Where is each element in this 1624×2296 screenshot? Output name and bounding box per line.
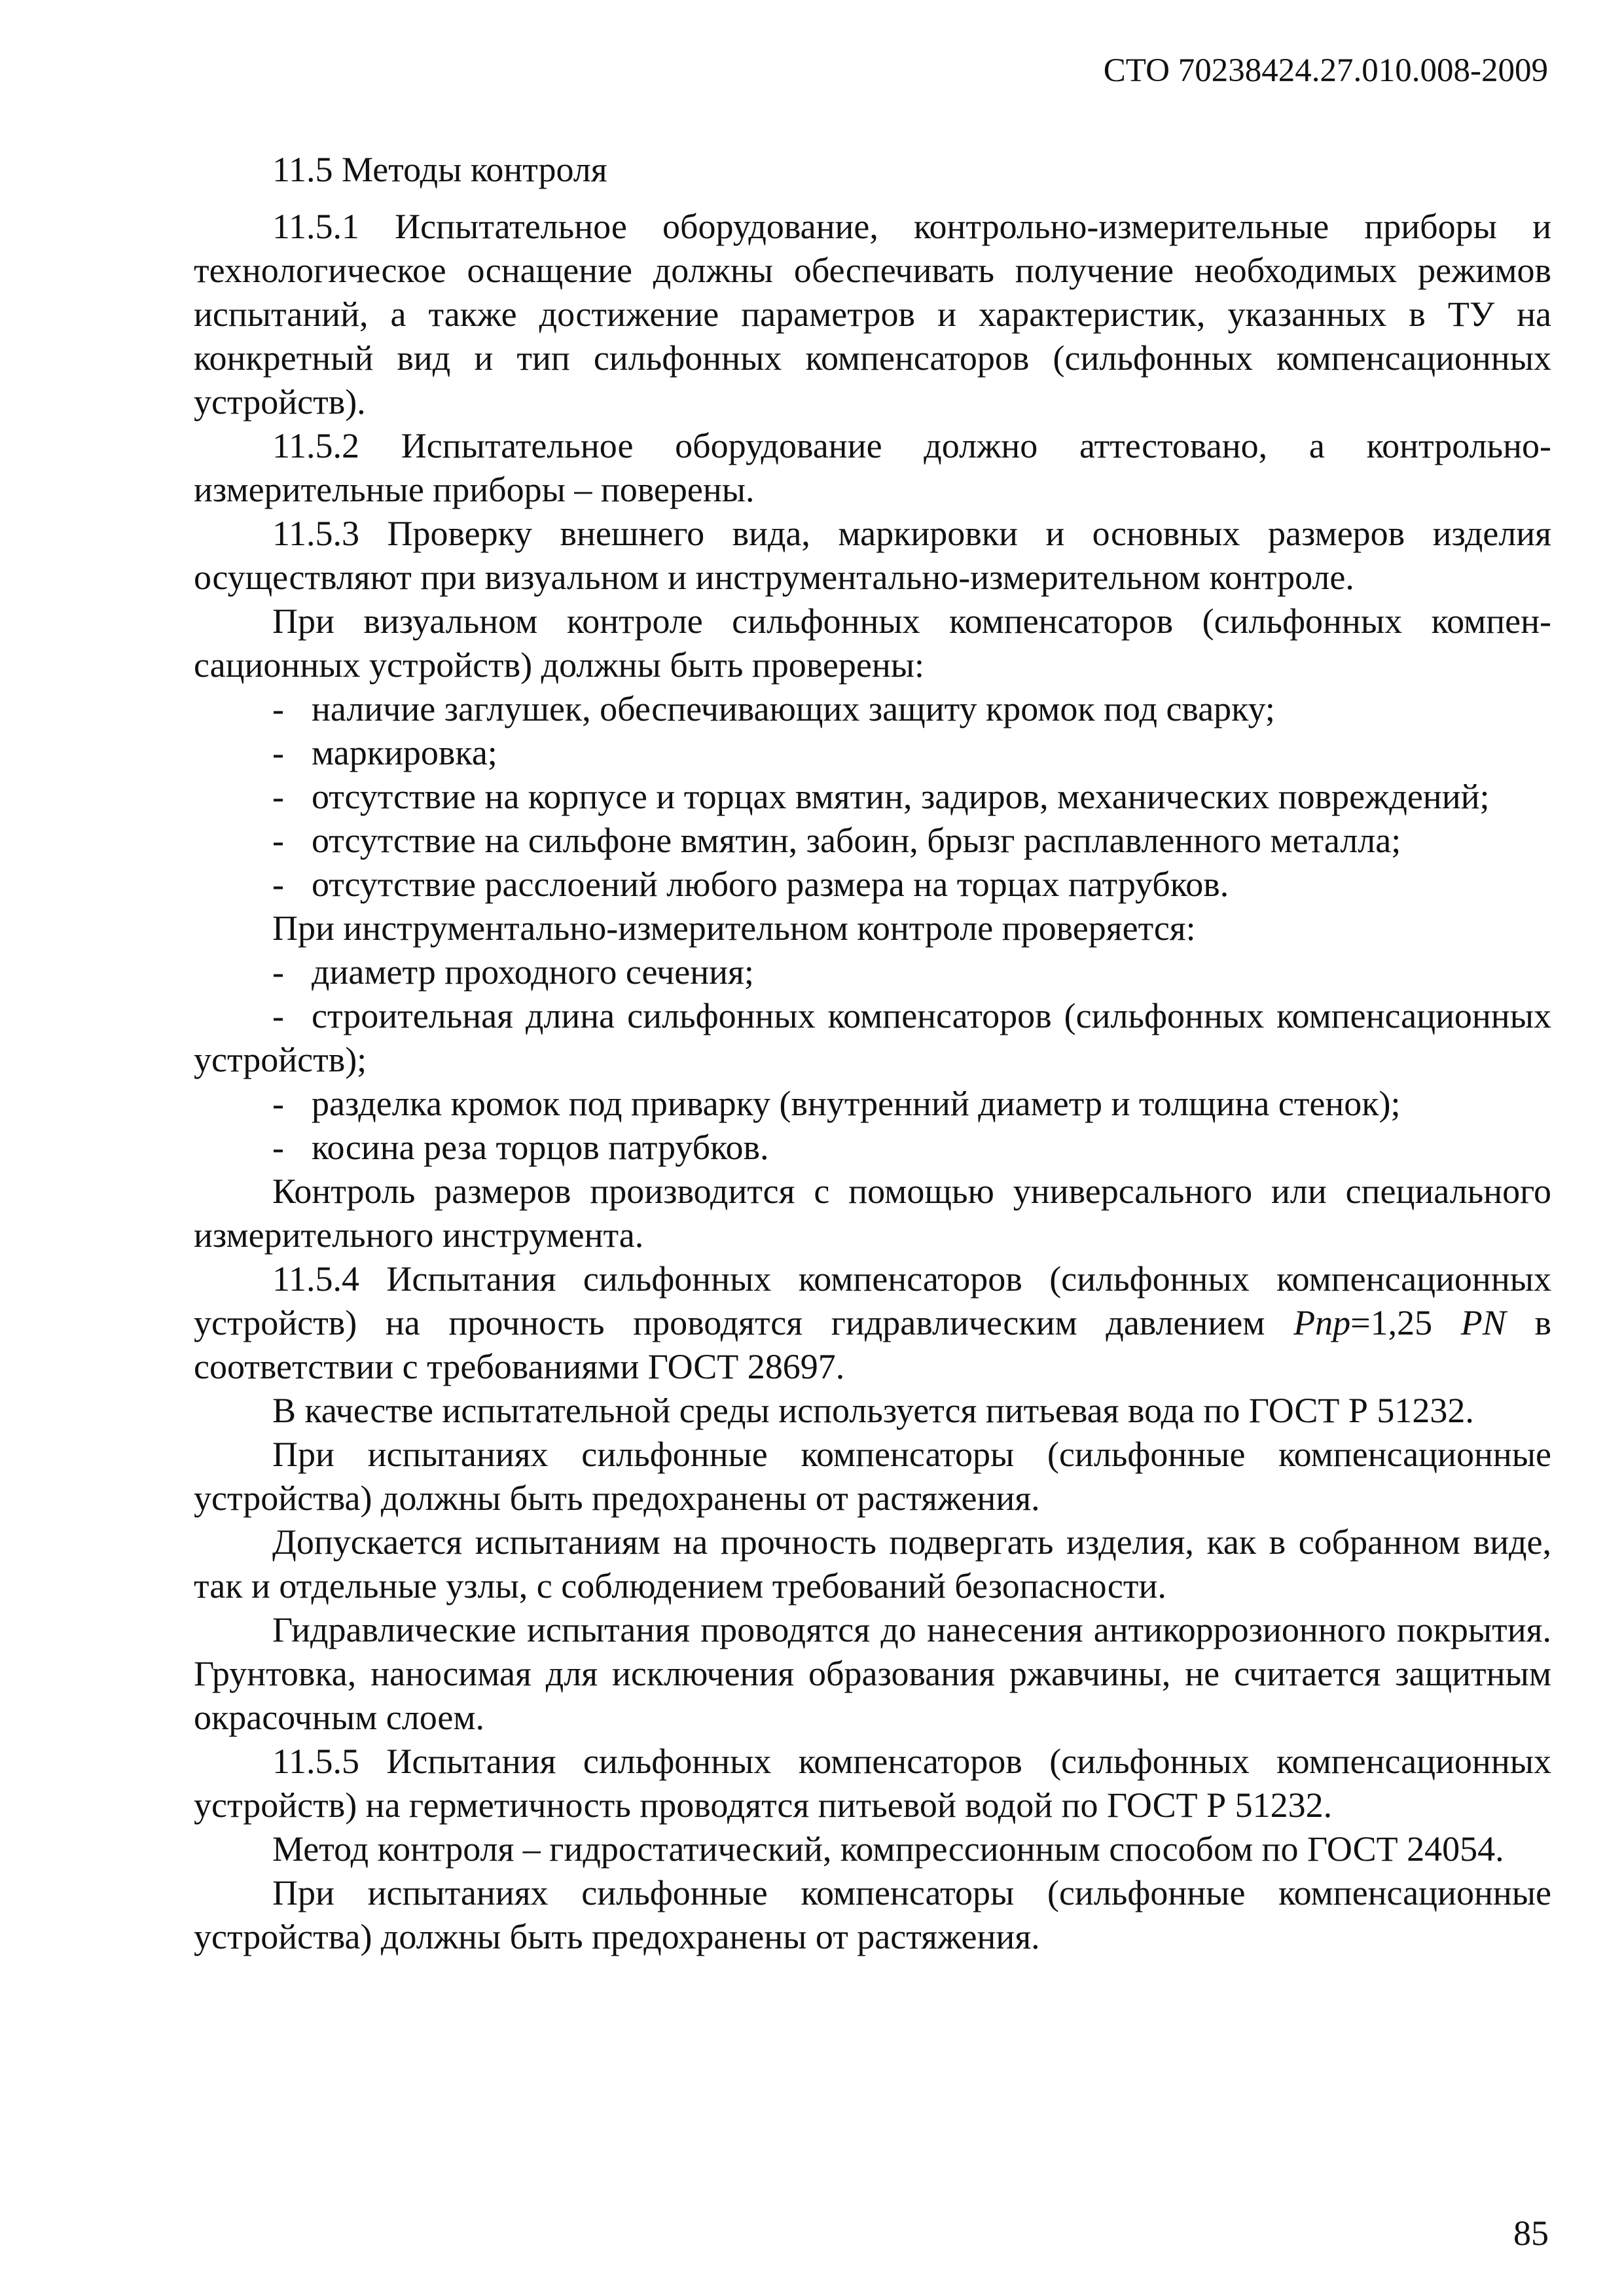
paragraph-11-5-4: 11.5.4 Испытания сильфонных компенсаторов (сильфонных компенсационных устройств) на прочность проводятся гидравлическим давлением Pnp=1,25 PN в соответствии с требованиями ГОСТ 28697. <box>194 1259 1551 1386</box>
control-method-paragraph: Метод контроля – гидростатический, компрессионным способом по ГОСТ 24054. <box>272 1829 1504 1869</box>
pnp-symbol: Pnp <box>1293 1303 1351 1342</box>
size-control-paragraph: Контроль размеров производится с помощью универсального или специального измерительного инструмента. <box>194 1172 1551 1255</box>
paragraph-11-5-3: 11.5.3 Проверку внешнего вида, маркировки и основных размеров изделия осуществляют при визуальном и инструментально-измерительном контроле. <box>194 514 1551 597</box>
list-item: - строительная длина сильфонных компенсаторов (сильфонных компенсационных устройств); <box>194 996 1551 1079</box>
list-item: - маркировка; <box>272 733 497 772</box>
stretch-protection-paragraph: При испытаниях сильфонные компенсаторы (сильфонные компенсационные устройства) должны быть предохранены от растяжения. <box>194 1435 1551 1518</box>
list-item: - отсутствие на корпусе и торцах вмятин, задиров, механических повреждений; <box>272 777 1490 816</box>
page-number: 85 <box>1513 2214 1549 2253</box>
list-item: - диаметр проходного сечения; <box>272 952 754 992</box>
list-item: - отсутствие на сильфоне вмятин, забоин, брызг расплавленного металла; <box>272 821 1401 860</box>
section-title: 11.5 Методы контроля <box>272 150 607 189</box>
assembly-testing-paragraph: Допускается испытаниям на прочность подвергать изделия, как в собранном виде, так и отдельные узлы, с соблюдением требований безопасности. <box>194 1522 1551 1605</box>
list-item: - косина реза торцов патрубков. <box>272 1128 769 1167</box>
visual-control-list <box>194 687 1551 906</box>
list-item: - разделка кромок под приварку (внутренний диаметр и толщина стенок); <box>272 1084 1401 1123</box>
list-item: - отсутствие расслоений любого размера на торцах патрубков. <box>272 865 1229 904</box>
instrument-control-intro: При инструментально-измерительном контроле проверяется: <box>272 908 1196 948</box>
page-body <box>194 148 1551 1959</box>
paragraph-11-5-2: 11.5.2 Испытательное оборудование должно аттестовано, а контрольно-измерительные приборы – поверены. <box>194 426 1551 509</box>
paragraph-11-5-1: 11.5.1 Испытательное оборудование, контрольно-измерительные приборы и технологическое оснащение должны обеспечивать получение необходимых режимов испытаний, а также достижение параметров и характеристик, указанных в ТУ на конкретный вид и тип сильфонных компенсаторов (сильфонных компенсационных устройств). <box>194 207 1551 422</box>
instrument-control-list <box>194 950 1551 1170</box>
test-medium-paragraph: В качестве испытательной среды используется питьевая вода по ГОСТ Р 51232. <box>272 1391 1474 1430</box>
visual-control-intro: При визуальном контроле сильфонных компенсаторов (сильфонных компенсационных устройств) должны быть проверены: <box>194 601 1551 685</box>
document-code-header: СТО 70238424.27.010.008-2009 <box>1103 52 1548 89</box>
list-item: - наличие заглушек, обеспечивающих защиту кромок под сварку; <box>272 689 1275 728</box>
stretch-protection-paragraph-2: При испытаниях сильфонные компенсаторы (сильфонные компенсационные устройства) должны быть предохранены от растяжения. <box>194 1873 1551 1956</box>
paragraph-11-5-5: 11.5.5 Испытания сильфонных компенсаторов (сильфонных компенсационных устройств) на герметичность проводятся питьевой водой по ГОСТ Р 51232. <box>194 1742 1551 1825</box>
hydraulic-testing-paragraph: Гидравлические испытания проводятся до нанесения антикоррозионного покрытия. Грунтовка, наносимая для исключения образования ржавчины, не считается защитным окрасочным слоем. <box>194 1610 1551 1737</box>
pn-symbol: PN <box>1460 1303 1506 1342</box>
